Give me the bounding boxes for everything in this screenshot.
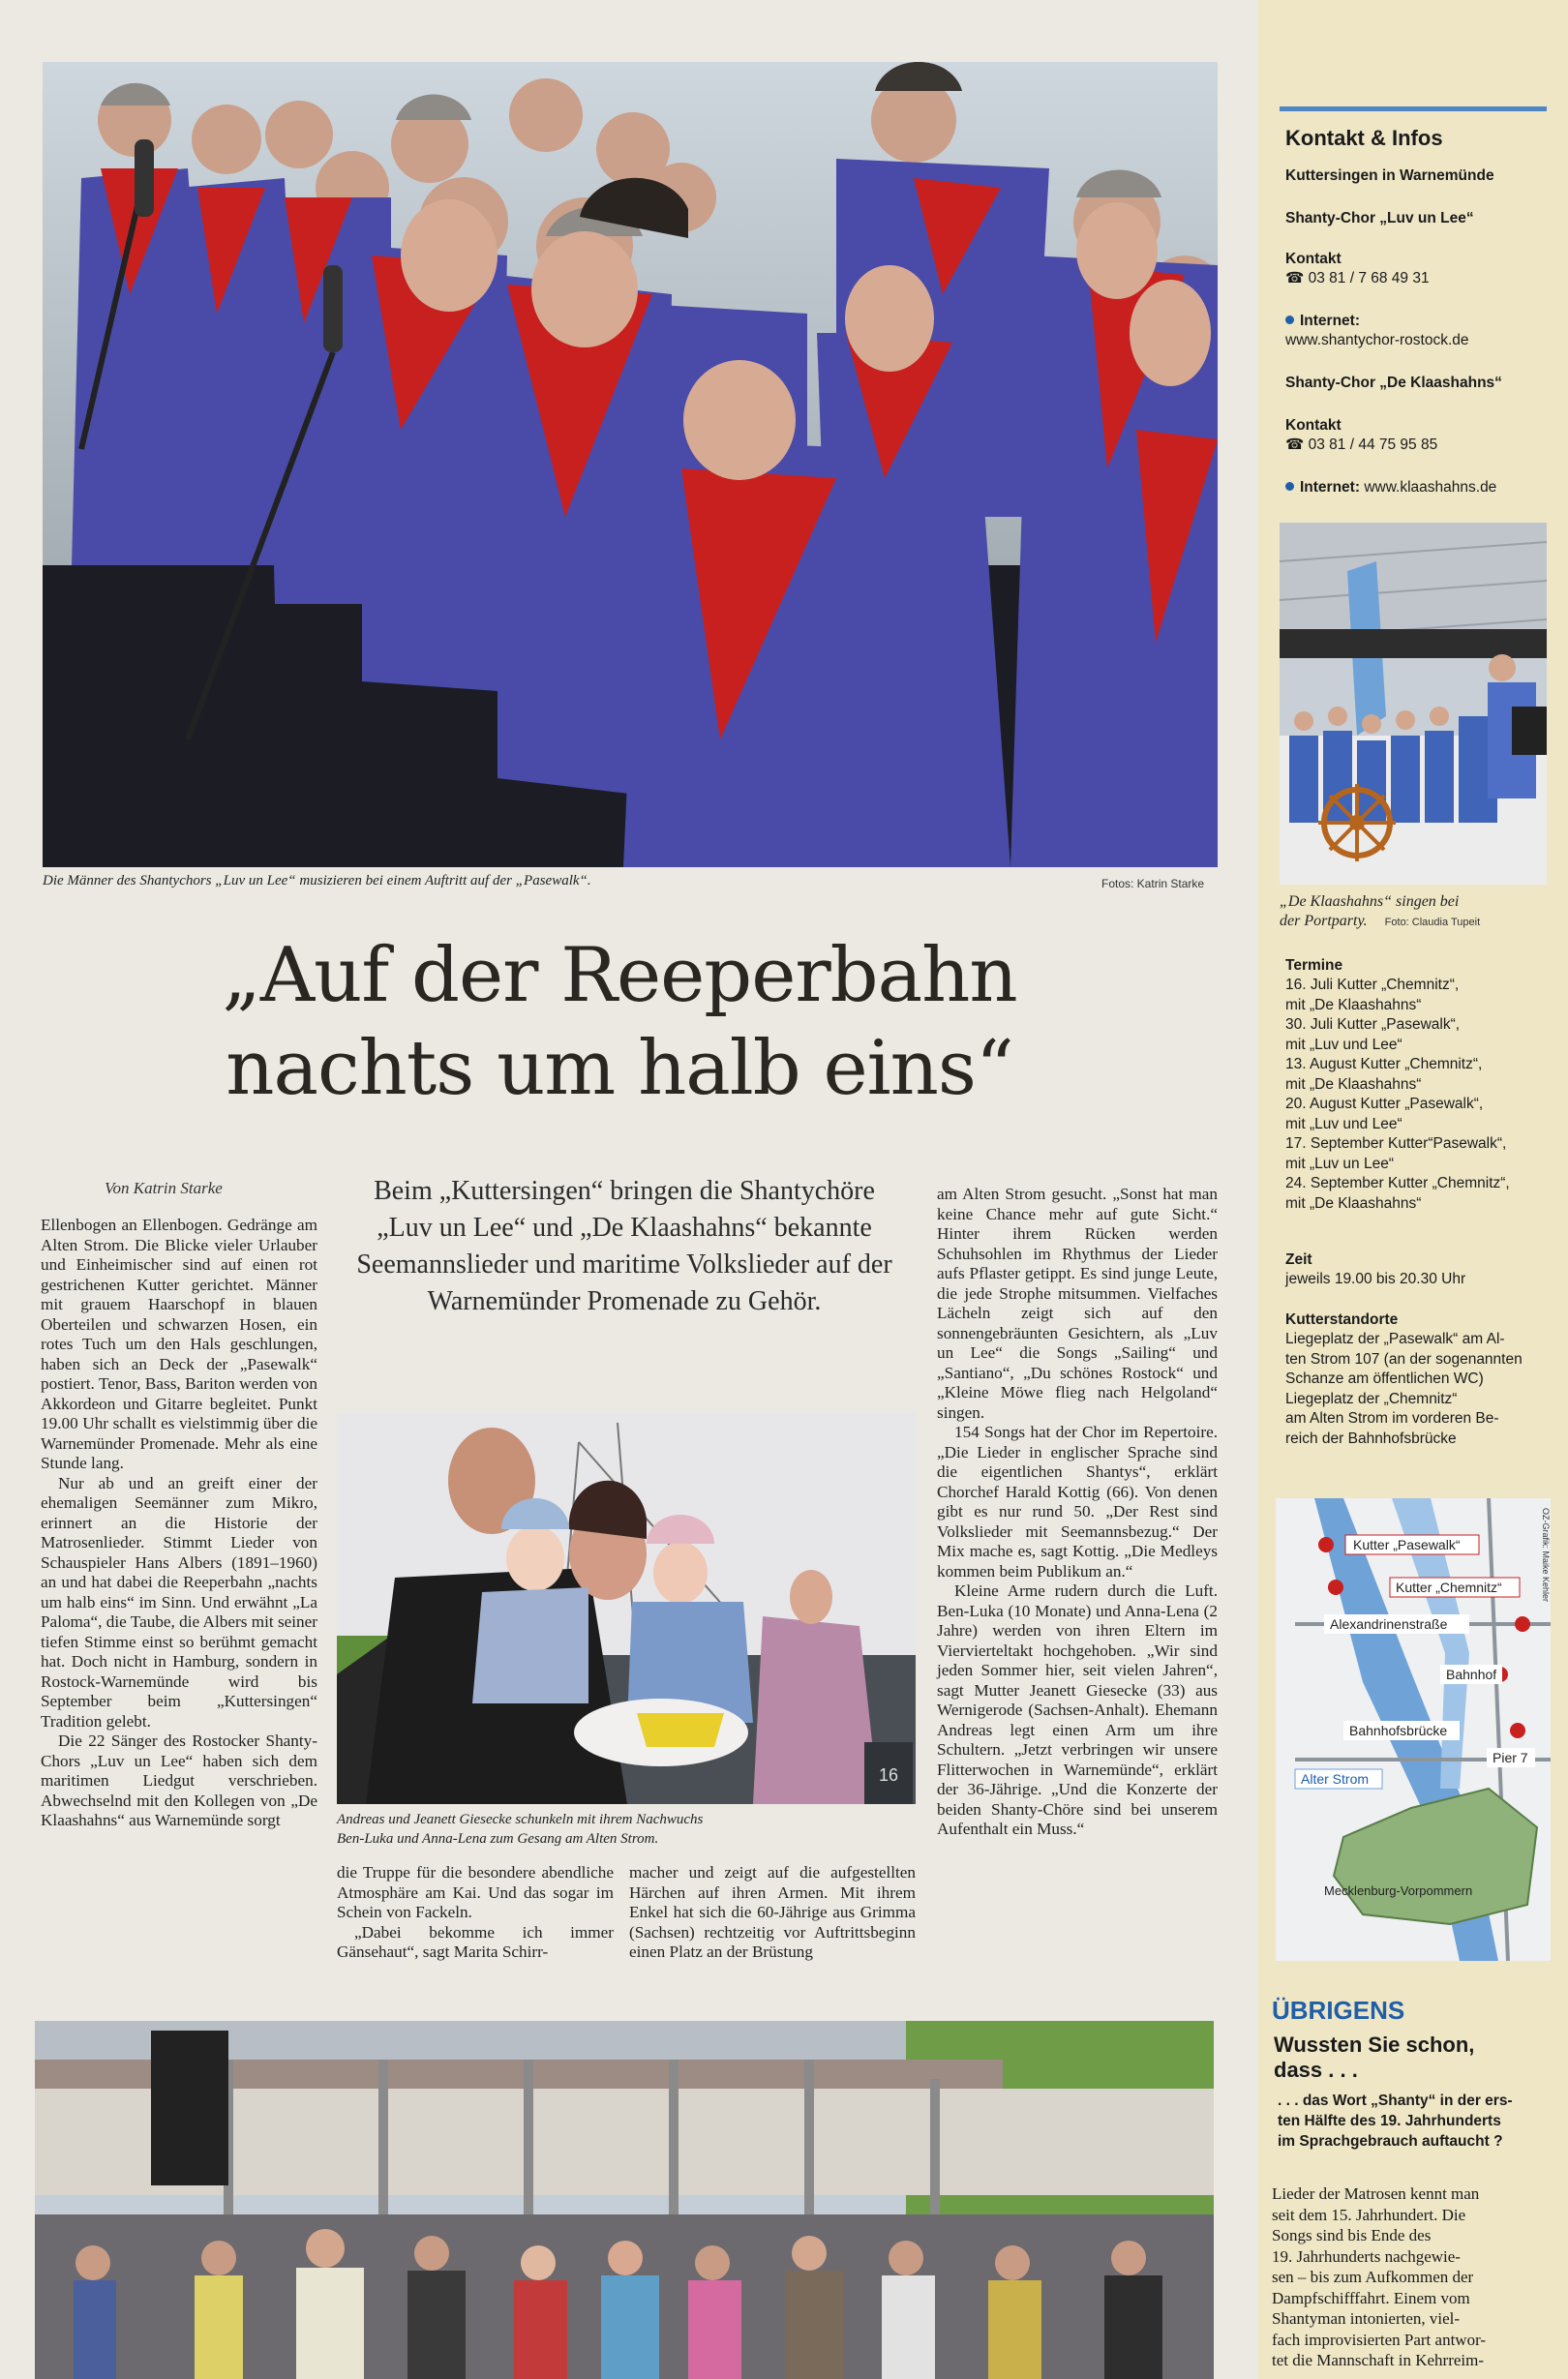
wussten-lead-line: ten Hälfte des 19. Jahrhunderts [1278,2113,1501,2129]
termin-line: 13. August Kutter „Chemnitz“, [1285,1056,1483,1072]
standort-line: am Alten Strom im vorderen Be- [1285,1410,1499,1427]
map-label-chemnitz: Kutter „Chemnitz“ [1396,1580,1502,1595]
sidebar-title: Kontakt & Infos [1285,126,1443,150]
termin-line: mit „Luv und Lee“ [1285,1036,1402,1053]
choir-2-internet [1285,478,1566,497]
family-caption-line-1: Andreas und Jeanett Giesecke schunkeln mit ihrem Nachwuchs [337,1812,704,1827]
termin-line: 20. August Kutter „Pasewalk“, [1285,1096,1484,1112]
map-label-alexandrinenstrasse: Alexandrinenstraße [1330,1616,1448,1632]
wussten-body-line: Shantyman intonierten, viel- [1272,2309,1461,2328]
sidebar-top-rule [1280,106,1547,111]
wussten-body [1272,2183,1553,2371]
choir-2-url[interactable]: www.klaashahns.de [1364,479,1497,496]
wussten-body-line: tet die Mannschaft in Kehrreim- [1272,2351,1485,2369]
standorte-label: Kutterstandorte [1285,1311,1399,1328]
column-1-paragraph: Die 22 Sänger des Rostocker Shanty-Chors „Luv un Lee“ haben sich dem maritimen Liedgut verschrieben. Abwechselnd mit den Kollegen von „De Klaashahns“ aus Warnemünde sorgt [41,1732,317,1829]
family-photo-caption [337,1810,918,1849]
wussten-body-line: Lieder der Matrosen kennt man [1272,2184,1480,2203]
wussten-body-line: seit dem 15. Jahrhundert. Die [1272,2205,1466,2224]
termin-line: mit „Luv und Lee“ [1285,1115,1402,1132]
headline [97,929,1142,1115]
wussten-body-line: Dampfschifffahrt. Einem vom [1272,2288,1470,2307]
wussten-lead-line: im Sprachgebrauch auftaucht ? [1278,2133,1503,2150]
lead-paragraph: Beim „Kuttersingen“ bringen die Shantychöre „Luv un Lee“ und „De Klaashahns“ bekannte Seemannslieder und maritime Volkslieder auf der Warnemünder Promenade zu Gehör. [356,1176,892,1316]
termin-line: 17. September Kutter“Pasewalk“, [1285,1135,1507,1152]
wussten-body-line: Songs sind bis Ende des [1272,2226,1432,2244]
family-photo [337,1413,916,1804]
location-map [1276,1498,1551,1961]
termine-label: Termine [1285,957,1343,974]
column-4-paragraph: Kleine Arme rudern durch die Luft. Ben-Luka (10 Monate) und Anna-Lena (2 Jahre) werden von ihren Eltern im Viervierteltakt hochgehoben. „Wir sind jeden Sommer hier, seit vielen Jahren“, sagt Mutter Jeanett Giesecke (33) aus Wernigerode (Sachsen-Anhalt). Ehemann Andreas legt einen Arm um ihre Schultern. „Jetzt verbringen wir unsere Flitterwochen in Warnemünde“, erklärt der 36-Jährige. „Und die Konzerte der beiden Shanty-Chöre sind bei unserem Aufenthalt ein Muss.“ [937,1581,1218,1838]
internet-label: Internet: [1300,479,1365,496]
wussten-title-line-1: Wussten Sie schon, [1274,2033,1475,2057]
choir-2-kontakt-label: Kontakt [1285,417,1342,434]
sidebar-photo-caption [1280,892,1551,932]
choir-2-phone: ☎ 03 81 / 44 75 95 85 [1285,437,1438,453]
map-label-alter-strom: Alter Strom [1301,1771,1370,1787]
headline-line-2: nachts um halb eins“ [226,1025,1013,1112]
wussten-lead-line: . . . das Wort „Shanty“ in der ers- [1278,2093,1513,2109]
column-2 [337,1863,614,1963]
wussten-body-line: fach improvisierten Part antwor- [1272,2330,1487,2349]
standort-line: ten Strom 107 (an der sogenannten [1285,1350,1523,1368]
choir-1-kontakt-label: Kontakt [1285,251,1342,267]
internet-label: Internet: [1300,313,1360,329]
wussten-lead [1278,2091,1558,2152]
termin-line: mit „De Klaashahns“ [1285,996,1422,1013]
choir-photo [43,62,1218,867]
map-label-bahnhof: Bahnhof [1446,1667,1497,1682]
sidebar-subtitle: Kuttersingen in Warnemünde [1285,167,1494,184]
choir-2-name: Shanty-Chor „De Klaashahns“ [1285,375,1502,391]
column-4 [937,1185,1218,1840]
bullet-icon [1285,482,1294,491]
bullet-icon [1285,316,1294,324]
map-label-bahnhofsbruecke: Bahnhofsbrücke [1349,1723,1448,1738]
uebrigens-title: ÜBRIGENS [1272,1996,1405,2025]
map-label-pasewalk: Kutter „Pasewalk“ [1353,1537,1461,1552]
family-caption-line-2: Ben-Luka und Anna-Lena zum Gesang am Alten Strom. [337,1831,659,1847]
termin-line: 16. Juli Kutter „Chemnitz“, [1285,977,1460,993]
choir-1-url[interactable]: www.shantychor-rostock.de [1285,332,1469,348]
termin-line: mit „De Klaashahns“ [1285,1075,1422,1093]
map-label-pier-7: Pier 7 [1493,1750,1528,1765]
column-3-paragraph: macher und zeigt auf die aufgestellten Härchen auf ihren Armen. Mit ihrem Enkel hat sich die 60-Jährige aus Grimma (Sachsen) rechtzeitig vor Auftrittsbeginn einen Platz an der Brüstung [629,1863,916,1961]
sidebar-infobox [1258,0,1568,2379]
wussten-body-line: sen – bis zum Aufkommen der [1272,2268,1474,2286]
wussten-title [1274,2033,1554,2083]
top-photo-caption: Die Männer des Shantychors „Luv un Lee“ musizieren bei einem Auftritt auf der „Pasewalk“. [43,873,591,888]
sidebar-photo-caption-line-1: „De Klaashahns“ singen bei [1280,893,1460,910]
termin-line: mit „Luv un Lee“ [1285,1155,1394,1172]
standorte-text [1285,1330,1566,1449]
byline: Von Katrin Starke [105,1179,223,1197]
photo-number: 16 [878,1765,899,1785]
top-photo-credit: Fotos: Katrin Starke [1101,877,1205,890]
headline-line-1: „Auf der Reeperbahn [222,932,1017,1019]
termin-line: 30. Juli Kutter „Pasewalk“, [1285,1016,1461,1033]
choir-1-internet [1285,312,1566,331]
column-1-paragraph: Nur ab und an greift einer der ehemaligen Seemänner zum Mikro, erinnert an die Historie der Matrosenlieder. Stimmt Lieder von Schauspieler Hans Albers (1891–1960) an und hat dabei die Reeperbahn „nachts um halb eins“ im Sinn. Und erwähnt „La Paloma“, die Taube, die Albers mit seiner tiefen Stimme einst so berühmt gemacht hat. Doch nicht in Hamburg, sondern in Rostock-Warnemünde wird bis September beim „Kuttersingen“ Tradition gelebt. [41,1473,317,1731]
column-1 [41,1216,317,1831]
column-3 [629,1863,916,1963]
wussten-body-line: 19. Jahrhunderts nachgewie- [1272,2246,1461,2266]
choir-1-phone: ☎ 03 81 / 7 68 49 31 [1285,270,1430,286]
column-4-paragraph: am Alten Strom gesucht. „Sonst hat man keine Chance mehr auf gute Sicht.“ Hinter ihrem Rücken werden Schuhsohlen im Rhythmus der Lieder aufs Pflaster getippt. Es sind junge Leute, die jede Strophe mitsummen. Vielfaches Lächeln zeigt sich auf den sonnengebräunten Gesichtern, als „Luv un Lee“ die Songs „Sailing“ und „Santiano“, „Du schönes Rostock“ und „Kleine Möwe flieg nach Helgoland“ singen. [937,1185,1218,1422]
column-2-paragraph: „Dabei bekomme ich immer Gänsehaut“, sagt Marita Schirr- [337,1922,614,1961]
crowd-photo [35,2021,1214,2379]
wussten-title-line-2: dass . . . [1274,2058,1358,2082]
column-4-paragraph: 154 Songs hat der Chor im Repertoire. „Die Lieder in englischer Sprache sind die eigentlichen Shantys“, erklärt Chorchef Harald Kottig (66). Von denen gibt es nur rund 50. „Der Rest sind Volkslieder mit Seemannsbezug.“ Der Mix mache es, sagt Kottig. „Die Medleys kommen beim Publikum an.“ [937,1423,1218,1581]
termin-line: mit „De Klaashahns“ [1285,1194,1422,1212]
map-credit: OZ-Grafik: Maike Kehler [1541,1508,1551,1603]
column-1-paragraph: Ellenbogen an Ellenbogen. Gedränge am Alten Strom. Die Blicke vieler Urlauber und Einheimischer sind auf einen rot gestrichenen Kutter gerichtet. Männer mit grauem Haarschopf in blauen Oberteilen und schwarzen Hosen, ein rotes Tuch um den Hals geschlungen, haben sich an Deck der „Pasewalk“ postiert. Tenor, Bass, Bariton werden von Akkordeon und Gitarre begleitet. Punkt 19.00 Uhr schallt es vielstimmig über die Warnemünder Promenade. Mehr als eine Stunde lang. [41,1216,317,1472]
map-label-region: Mecklenburg-Vorpommern [1324,1883,1473,1898]
sidebar-photo-caption-line-2: der Portparty. [1280,913,1368,929]
sidebar-photo-credit: Foto: Claudia Tupeit [1384,917,1481,928]
standort-line: Liegeplatz der „Pasewalk“ am Al- [1285,1331,1505,1347]
termine-list [1285,976,1566,1214]
klaashahns-photo [1280,523,1547,885]
zeit-value: jeweils 19.00 bis 20.30 Uhr [1285,1271,1466,1287]
termin-line: 24. September Kutter „Chemnitz“, [1285,1175,1510,1191]
standort-line: Liegeplatz der „Chemnitz“ [1285,1390,1458,1407]
choir-1-name: Shanty-Chor „Luv un Lee“ [1285,210,1474,226]
zeit-label: Zeit [1285,1251,1312,1268]
standort-line: reich der Bahnhofsbrücke [1285,1430,1457,1447]
column-2-paragraph: die Truppe für die besondere abendliche Atmosphäre am Kai. Und das sogar im Schein von Fackeln. [337,1863,614,1921]
standort-line: Schanze am öffentlichen WC) [1285,1370,1484,1387]
